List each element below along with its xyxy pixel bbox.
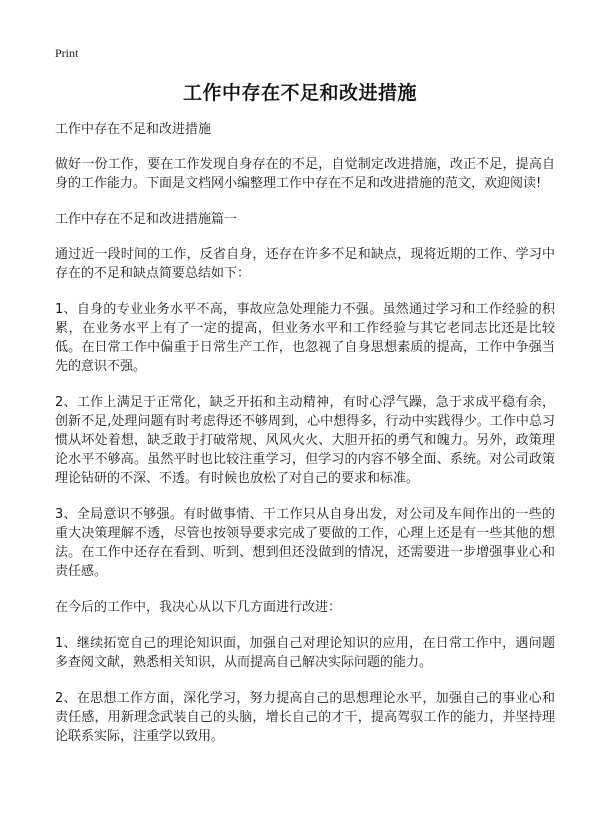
section-heading: 工作中存在不足和改进措施篇一: [55, 212, 238, 227]
body-paragraph: 在今后的工作中，我决心从以下几方面进行改进：: [55, 600, 342, 615]
body-paragraph: 2、在思想工作方面，深化学习，努力提高自己的思想理论水平，加强自己的事业心和责任感，用新理念武装自己的头脑，增长自己的才干，提高驾驭工作的能力，并坚持理论联系实际，注重学以致用。: [55, 691, 555, 744]
document-title: 工作中存在不足和改进措施: [182, 82, 417, 104]
body-paragraph: 1、自身的专业业务水平不高，事故应急处理能力不强。虽然通过学习和工作经验的积累，在业务水平上有了一定的提高，但业务水平和工作经验与其它老同志比还是比较低。在日常工作中偏重于日常生产工作，也忽视了自身思想素质的提高，工作中争强当先的意识不强。: [55, 302, 555, 374]
print-label: Print: [55, 46, 79, 60]
body-paragraph: 2、工作上满足于正常化，缺乏开拓和主动精神，有时心浮气躁，急于求成平稳有余，创新不足,处理问题有时考虑得还不够周到，心中想得多，行动中实践得少。工作中总习惯从坏处着想，缺乏敢于打破常规、风风火火、大胆开拓的勇气和魄力。另外，政策理论水平不够高。虽然平时也比较注重学习，但学习的内容不够全面、系统。对公司政策理论钻研的不深、不透。有时候也放松了对自己的要求和标准。: [55, 395, 555, 486]
body-paragraph: 3、全局意识不够强。有时做事情、干工作只从自身出发，对公司及车间作出的一些的重大决策理解不透，尽管也按领导要求完成了要做的工作，心理上还是有一些其他的想法。在工作中还存在看到、听到、想到但还没做到的情况，还需要进一步增强事业心和责任感。: [55, 507, 555, 579]
intro-paragraph: 做好一份工作，要在工作发现自身存在的不足，自觉制定改进措施，改正不足，提高自身的工作能力。下面是文档网小编整理工作中存在不足和改进措施的范文，欢迎阅读!: [55, 157, 555, 191]
section-heading: 工作中存在不足和改进措施: [55, 122, 212, 137]
document-body: [55, 120, 555, 763]
body-paragraph: 1、继续拓宽自己的理论知识面，加强自己对理论知识的应用，在日常工作中，遇问题多查阅文献，熟悉相关知识，从而提高自己解决实际问题的能力。: [55, 636, 555, 670]
body-paragraph: 通过近一段时间的工作，反省自身，还存在许多不足和缺点，现将近期的工作、学习中存在的不足和缺点简要总结如下：: [55, 247, 555, 281]
